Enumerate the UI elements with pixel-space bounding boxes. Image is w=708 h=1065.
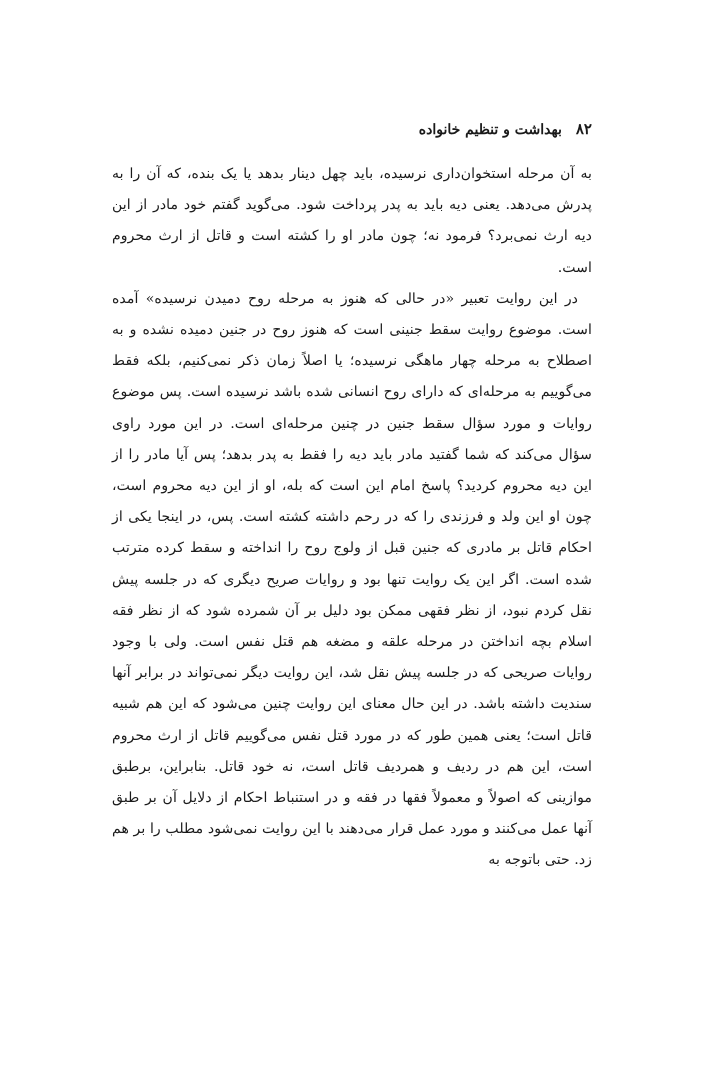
page-number: ۸۲ [575,120,592,138]
paragraph: به آن مرحله استخوان‌داری نرسیده، باید چهل دینار بدهد یا یک بنده، که آن را به پدرش می‌دهد. یعنی دیه باید به پدر پرداخت شود. می‌گوید گفتم خود مادر از این دیه ارث نمی‌برد؟ فرمود نه؛ چون مادر او را کشته است و قاتل از ارث محروم است. [112,166,592,276]
paragraph: در این روایت تعبیر «در حالی که هنوز به مرحله روح دمیدن نرسیده» آمده است. موضوع روایت سقط جنینی است که هنوز روح در جنین دمیده نشده و به اصطلاح به مرحله چهار ماهگی نرسیده؛ یا اصلاً زمان ذکر نمی‌کنیم، بلکه فقط می‌گوییم به مرحله‌ای که دارای روح انسانی شده باشد نرسیده است. پس موضوع روایات و مورد سؤال سقط جنین در چنین مرحله‌ای است. در این مورد راوی سؤال می‌کند که شما گفتید مادر باید دیه را فقط به پدر بدهد؛ پس آیا مادر را از این دیه محروم کردید؟ پاسخ امام این است که بله، او از این دیه محروم است، چون او این ولد و فرزندی را که در رحم داشته کشته است. پس، در اینجا یکی از احکام قاتل بر مادری که جنین قبل از ولوج روح را انداخته و سقط کرده مترتب شده است. اگر این یک روایت تنها بود و روایات صریح دیگری که در جلسه پیش نقل کردم نبود، از نظر فقهی ممکن بود دلیل بر آن شمرده شود که از نظر فقه اسلام بچه انداختن در مرحله علقه و مضغه هم قتل نفس است. ولی با وجود روایات صریحی که در جلسه پیش نقل شد، این روایت دیگر نمی‌تواند در برابر آنها سندیت داشته باشد. در این حال معنای این روایت چنین می‌شود که این هم شبیه قاتل است؛ یعنی همین طور که در مورد قتل نفس می‌گوییم قاتل از ارث محروم است، این هم در ردیف و همردیف قاتل است، نه خود قاتل. بنابراین، برطبق موازینی که اصولاً و معمولاً فقها در فقه و در استنباط احکام از دلایل آن بر طبق آنها عمل می‌کنند و مورد عمل قرار می‌دهند با این روایت نمی‌شود مطلب را بر هم زد. حتی باتوجه به [112,290,592,869]
body-text [112,159,592,877]
running-header [419,120,592,138]
running-header-title: بهداشت و تنظیم خانواده [418,122,562,138]
